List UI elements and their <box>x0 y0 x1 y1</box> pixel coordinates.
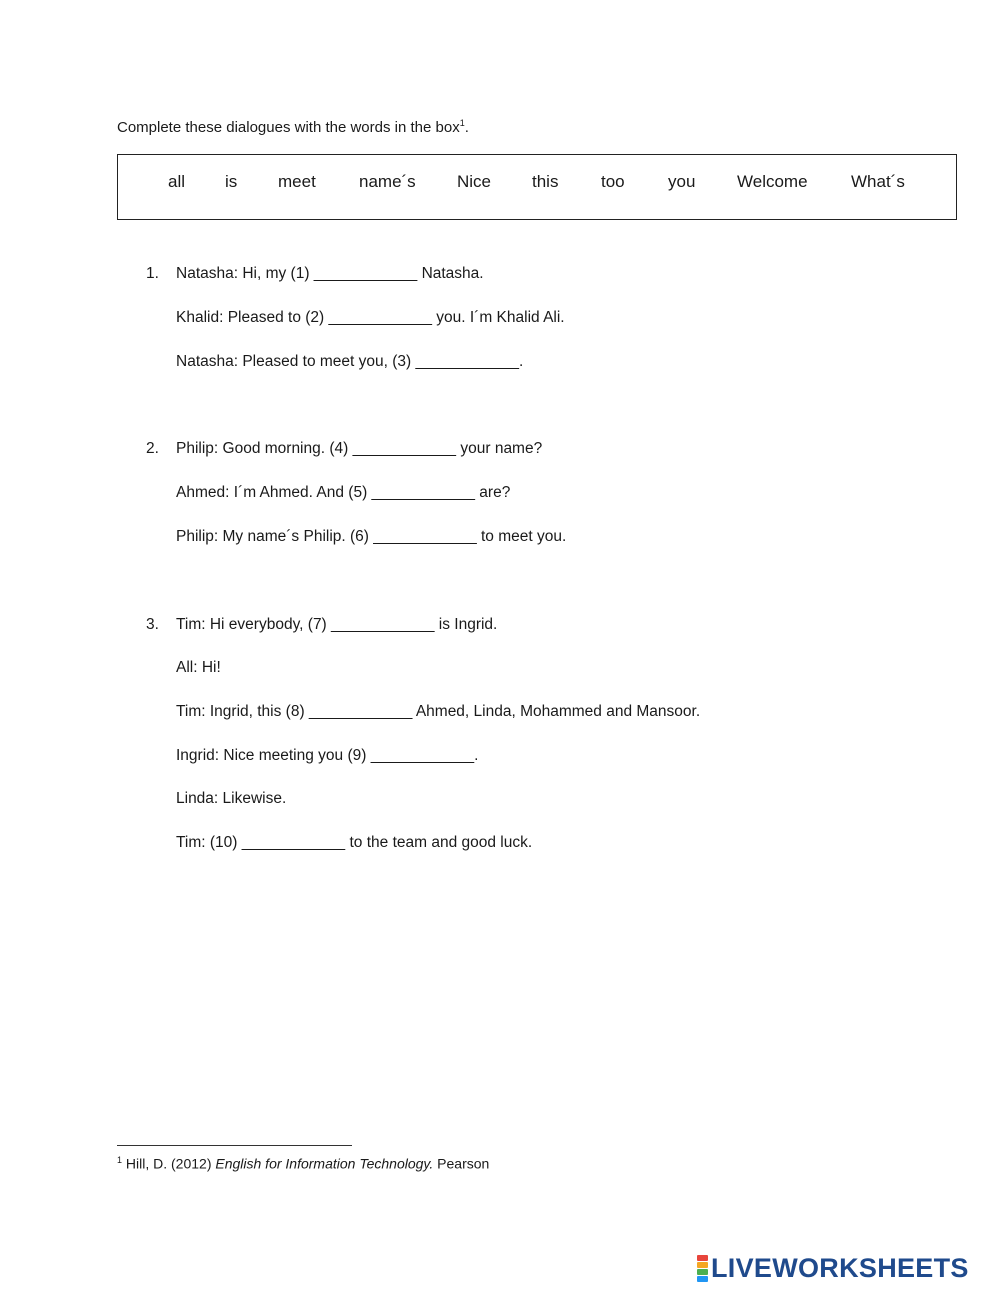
dialogue-line: Ingrid: Nice meeting you (9) ____________. <box>176 747 479 764</box>
footnote-mark: 1 <box>117 1155 123 1165</box>
word-box-item: Welcome <box>737 172 808 191</box>
dialogue-line: Tim: (10) ____________ to the team and good luck. <box>176 834 533 851</box>
word-box-item: all <box>168 172 186 191</box>
brand-name: LIVEWORKSHEETS <box>711 1253 969 1283</box>
word-box-item: you <box>668 172 696 191</box>
word-box-item: too <box>601 172 625 191</box>
exercise-number: 3. <box>146 616 159 633</box>
dialogue-line: Natasha: Pleased to meet you, (3) ____________. <box>176 353 524 370</box>
exercise-number: 2. <box>146 440 159 457</box>
word-box-item: is <box>225 172 238 191</box>
dialogue-line: Natasha: Hi, my (1) ____________ Natasha. <box>176 265 484 282</box>
instructions-end: . <box>464 119 469 136</box>
word-box-item: What´s <box>851 172 905 191</box>
word-box-item: this <box>532 172 559 191</box>
word-box <box>117 154 957 220</box>
dialogue-line: Linda: Likewise. <box>176 790 287 807</box>
dialogue-line: Philip: Good morning. (4) ____________ your name? <box>176 440 543 457</box>
word-box-item: Nice <box>457 172 492 191</box>
footnote-divider <box>117 1145 352 1146</box>
instructions <box>117 118 469 136</box>
footnote-publisher: Pearson <box>433 1155 490 1172</box>
footnote <box>117 1155 489 1172</box>
liveworksheets-logo <box>697 1253 969 1284</box>
logo-blocks-icon <box>697 1255 708 1282</box>
dialogue-line: Ahmed: I´m Ahmed. And (5) ____________ are? <box>176 484 511 501</box>
footnote-title: English for Information Technology. <box>215 1155 434 1172</box>
word-box-item: meet <box>278 172 316 191</box>
word-box-item: name´s <box>359 172 416 191</box>
dialogue-line: All: Hi! <box>176 659 221 676</box>
footnote-author: Hill, D. (2012) <box>122 1155 216 1172</box>
dialogue-line: Khalid: Pleased to (2) ____________ you. I´m Khalid Ali. <box>176 309 565 326</box>
dialogue-line: Philip: My name´s Philip. (6) ____________ to meet you. <box>176 528 567 545</box>
footnote-ref: 1 <box>459 118 465 128</box>
exercise-number: 1. <box>146 265 159 282</box>
dialogue-line: Tim: Ingrid, this (8) ____________ Ahmed, Linda, Mohammed and Mansoor. <box>176 703 701 720</box>
instructions-text: Complete these dialogues with the words in the box <box>117 119 460 136</box>
dialogue-line: Tim: Hi everybody, (7) ____________ is Ingrid. <box>176 616 498 633</box>
